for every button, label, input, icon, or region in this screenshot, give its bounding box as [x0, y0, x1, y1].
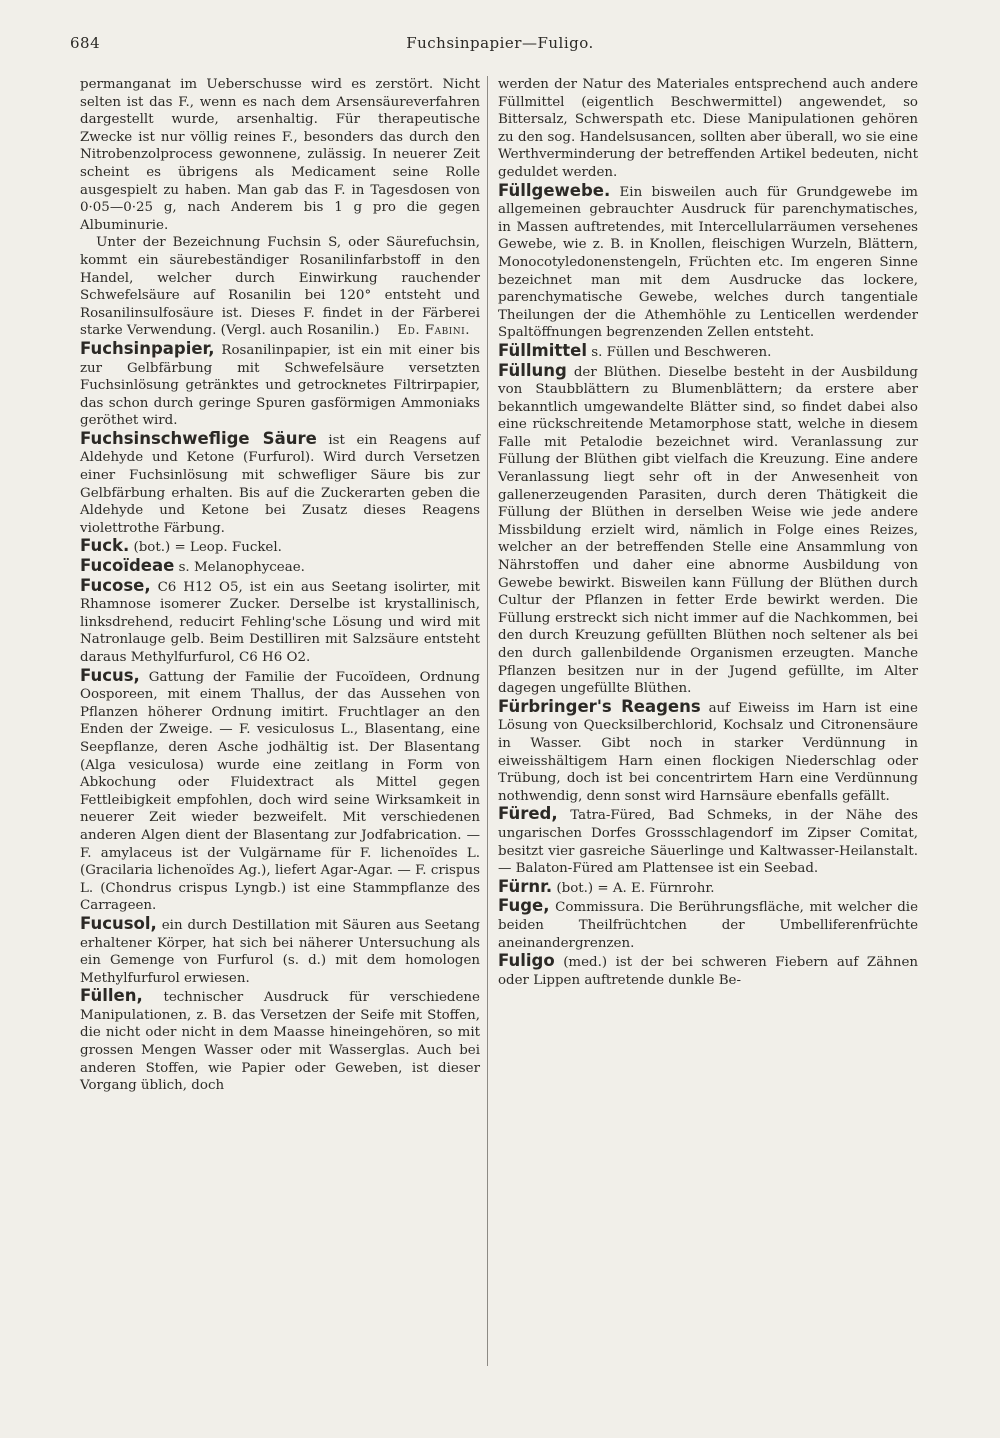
- page-number: 684: [70, 34, 101, 52]
- entry-headword: Fuge,: [498, 896, 550, 916]
- dictionary-entry: [80, 340, 480, 430]
- entry-text: Commissura. Die Berührungsfläche, mit welcher die beiden Theilfrüchtchen der Umbelliferenfrüchte aneinandergrenzen.: [498, 900, 918, 951]
- dictionary-entry: [498, 878, 918, 898]
- dictionary-entry: [498, 805, 918, 877]
- entry-text: Tatra-Füred, Bad Schmeks, in der Nähe des ungarischen Dorfes Grossschlagendorf im Zipser Comitat, besitzt vier gasreiche Säuerlinge und Kaltwasser-Heilanstalt. — Balaton-Füred am Plattensee ist ein Seebad.: [498, 808, 918, 877]
- column-divider: [487, 76, 488, 1366]
- dictionary-entry: [80, 915, 480, 987]
- author-signature: Ed. Fabini.: [397, 323, 470, 339]
- entry-headword: Füllgewebe.: [498, 180, 611, 200]
- entry-headword: Fürbringer's Reagens: [498, 696, 701, 716]
- entry-text: Rosanilinpapier, ist ein mit einer bis zur Gelbfärbung mit Schwefelsäure versetzten Fuchsinlösung getränktes und getrocknetes Filtrirpapier, das schon durch geringe Spuren gasförmigen Ammoniaks geröthet wird.: [80, 342, 480, 429]
- entry-text: s. Füllen und Beschweren.: [591, 344, 772, 360]
- entry-text: ist ein Reagens auf Aldehyde und Ketone (Furfurol). Wird durch Versetzen einer Fuchsinlösung mit schwefliger Säure bis zur Gelbfärbung erhalten. Bis auf die Zuckerarten geben die Aldehyde und Ketone bei Zusatz dieses Reagens violettrothe Färbung.: [80, 432, 480, 536]
- dictionary-entry: [80, 430, 480, 538]
- entry-text: technischer Ausdruck für verschiedene Manipulationen, z. B. das Versetzen der Seife mit Stoffen, die nicht oder nicht in dem Maasse hineingehören, so mit grossen Mengen Wasser oder mit Wasserglas. Auch bei anderen Stoffen, wie Papier oder Geweben, ist dieser Vorgang üblich, doch: [80, 990, 480, 1094]
- dictionary-entry: werden der Natur des Materiales entsprechend auch andere Füllmittel (eigentlich Beschwermittel) angewendet, so Bittersalz, Schwerspath etc. Diese Manipulationen gehören zu den sog. Handelsusancen, sollten aber überall, wo sie eine Werthverminderung der betreffenden Artikel bedeuten, nicht geduldet werden.: [498, 77, 918, 180]
- dictionary-entry: [498, 362, 918, 698]
- dictionary-entry: [80, 987, 480, 1095]
- entry-headword: Fucoïdeae: [80, 556, 175, 576]
- dictionary-entry: [80, 537, 480, 557]
- dictionary-entry: [498, 342, 918, 362]
- dictionary-entry: [498, 182, 918, 342]
- entry-headword: Fuck.: [80, 536, 130, 556]
- entry-headword: Füred,: [498, 804, 558, 824]
- dictionary-entry: [498, 952, 918, 989]
- dictionary-entry: [80, 557, 480, 577]
- entry-text: ein durch Destillation mit Säuren aus Seetang erhaltener Körper, hat sich bei näherer Untersuchung als ein Gemenge von Furfurol (s. d.) mit dem homologen Methylfurfurol erwiesen.: [80, 917, 480, 986]
- entry-text: s. Melanophyceae.: [178, 560, 305, 576]
- running-head: Fuchsinpapier—Fuligo.: [406, 34, 594, 52]
- entry-headword: Füllung: [498, 360, 567, 380]
- left-column: [80, 76, 480, 1095]
- entry-headword: Fuchsinschweflige Säure: [80, 428, 317, 448]
- entry-headword: Füllen,: [80, 986, 143, 1006]
- entry-headword: Fucusol,: [80, 913, 157, 933]
- entry-text: Ein bisweilen auch für Grundgewebe im allgemeinen gebrauchter Ausdruck für parenchymatisches, in Massen auftretendes, mit Intercellularräumen versehenes Gewebe, wie z. B. in Knollen, fleischigen Wurzeln, Blättern, Monocotyledonenstengeln, Früchten etc. Im engeren Sinne bezeichnet man mit dem Ausdrucke das lockere, parenchymatische Gewebe, welches durch tangentiale Theilungen der die Athemhöhle zu Lenticellen werdender Spaltöffnungen begrenzenden Zellen entsteht.: [498, 184, 918, 341]
- entry-text: der Blüthen. Dieselbe besteht in der Ausbildung von Staubblättern zu Blumenblättern; da erstere aber bekanntlich umgewandelte Blätter sind, so findet dabei also eine rückschreitende Metamorphose statt, welche in diesem Falle mit Petalodie bezeichnet wird. Veranlassung zur Füllung der Blüthen gibt vielfach die Kreuzung. Eine andere Veranlassung liegt sehr oft in der Anwesenheit von gallenerzeugenden Parasiten, durch deren Thätigkeit die Füllung der Blüthen in derselben Weise wie jede andere Missbildung erzielt wird, nämlich in Folge eines Reizes, welcher an der betreffenden Stelle eine Ansammlung von Nährstoffen und daher eine abnorme Ausbildung von Gewebe bewirkt. Bisweilen kann Füllung der Blüthen durch Cultur der Pflanzen in fetter Erde bewirkt werden. Die Füllung erstreckt sich nicht immer auf die Nachkommen, bei den durch Kreuzung gefüllten Blüthen noch seltener als bei den durch gallenbildende Organismen erzeugten. Manche Pflanzen besitzen nur in der Jugend gefüllte, im Alter dagegen ungefüllte Blüthen.: [498, 364, 918, 697]
- entry-headword: Fuchsinpapier,: [80, 338, 215, 358]
- dictionary-entry: permanganat im Ueberschusse wird es zerstört. Nicht selten ist das F., wenn es nach dem Arsensäureverfahren dargestellt wurde, arsenhaltig. Für therapeutische Zwecke ist nur völlig reines F., besonders das durch den Nitrobenzolprocess gewonnene, zulässig. In neuerer Zeit scheint es übrigens als Medicament seine Rolle ausgespielt zu haben. Man gab das F. in Tagesdosen von 0·05—0·25 g, nach Anderem bis 1 g pro die gegen Albuminurie.: [80, 77, 480, 233]
- entry-text: (bot.) = A. E. Fürnrohr.: [556, 880, 715, 896]
- entry-text: (med.) ist der bei schweren Fiebern auf Zähnen oder Lippen auftretende dunkle Be-: [498, 955, 918, 988]
- entry-text: (bot.) = Leop. Fuckel.: [133, 540, 282, 556]
- entry-headword: Fucus,: [80, 665, 140, 685]
- entry-text: Gattung der Familie der Fucoïdeen, Ordnung Oosporeen, mit einem Thallus, der das Aussehen von Pflanzen höherer Ordnung imitirt. Fruchtlager an den Enden der Zweige. — F. vesiculosus L., Blasentang, eine Seepflanze, deren Asche jodhältig ist. Der Blasentang (Alga vesiculosa) wurde eine zeitlang in Form von Abkochung oder Fluidextract als Mittel gegen Fettleibigkeit empfohlen, doch wird seine Wirksamkeit in neuerer Zeit wieder bezweifelt. Mit verschiedenen anderen Algen dient der Blasentang zur Jodfabrication. — F. amylaceus ist der Vulgärname für F. lichenoïdes L. (Gracilaria lichenoïdes Ag.), liefert Agar-Agar. — F. crispus L. (Chondrus crispus Lyngb.) ist eine Stammpflanze des Carrageen.: [80, 669, 480, 914]
- entry-text: auf Eiweiss im Harn ist eine Lösung von Quecksilberchlorid, Kochsalz und Citronensäure in Wasser. Gibt noch in starker Verdünnung in eiweisshältigem Harn einen flockigen Niederschlag oder Trübung, doch ist bei concentrirtem Harn eine Verdünnung nothwendig, denn sonst wird Harnsäure ebenfalls gefällt.: [498, 700, 918, 804]
- dictionary-entry: [498, 698, 918, 806]
- entry-headword: Fuligo: [498, 951, 555, 971]
- dictionary-entry: [80, 667, 480, 915]
- entry-headword: Fucose,: [80, 575, 151, 595]
- dictionary-entry: [498, 897, 918, 952]
- entry-headword: Fürnr.: [498, 876, 553, 896]
- dictionary-entry: [80, 577, 480, 667]
- entry-text: C6 H12 O5, ist ein aus Seetang isolirter, mit Rhamnose isomerer Zucker. Derselbe ist krystallinisch, linksdrehend, reducirt Fehling'sche Lösung und wird mit Natronlauge gelb. Beim Destilliren mit Salzsäure entsteht daraus Methylfurfurol, C6 H6 O2.: [80, 579, 480, 665]
- right-column: [498, 76, 918, 989]
- dictionary-entry: Unter der Bezeichnung Fuchsin S, oder Säurefuchsin, kommt ein säurebeständiger Rosanilinfarbstoff in den Handel, welcher durch Einwirkung rauchender Schwefelsäure auf Rosanilin bei 120° entsteht und Rosanilinsulfosäure ist. Dieses F. findet in der Färberei starke Verwendung. (Vergl. auch Rosanilin.) Ed. Fabini.: [80, 235, 480, 339]
- entry-headword: Füllmittel: [498, 340, 587, 360]
